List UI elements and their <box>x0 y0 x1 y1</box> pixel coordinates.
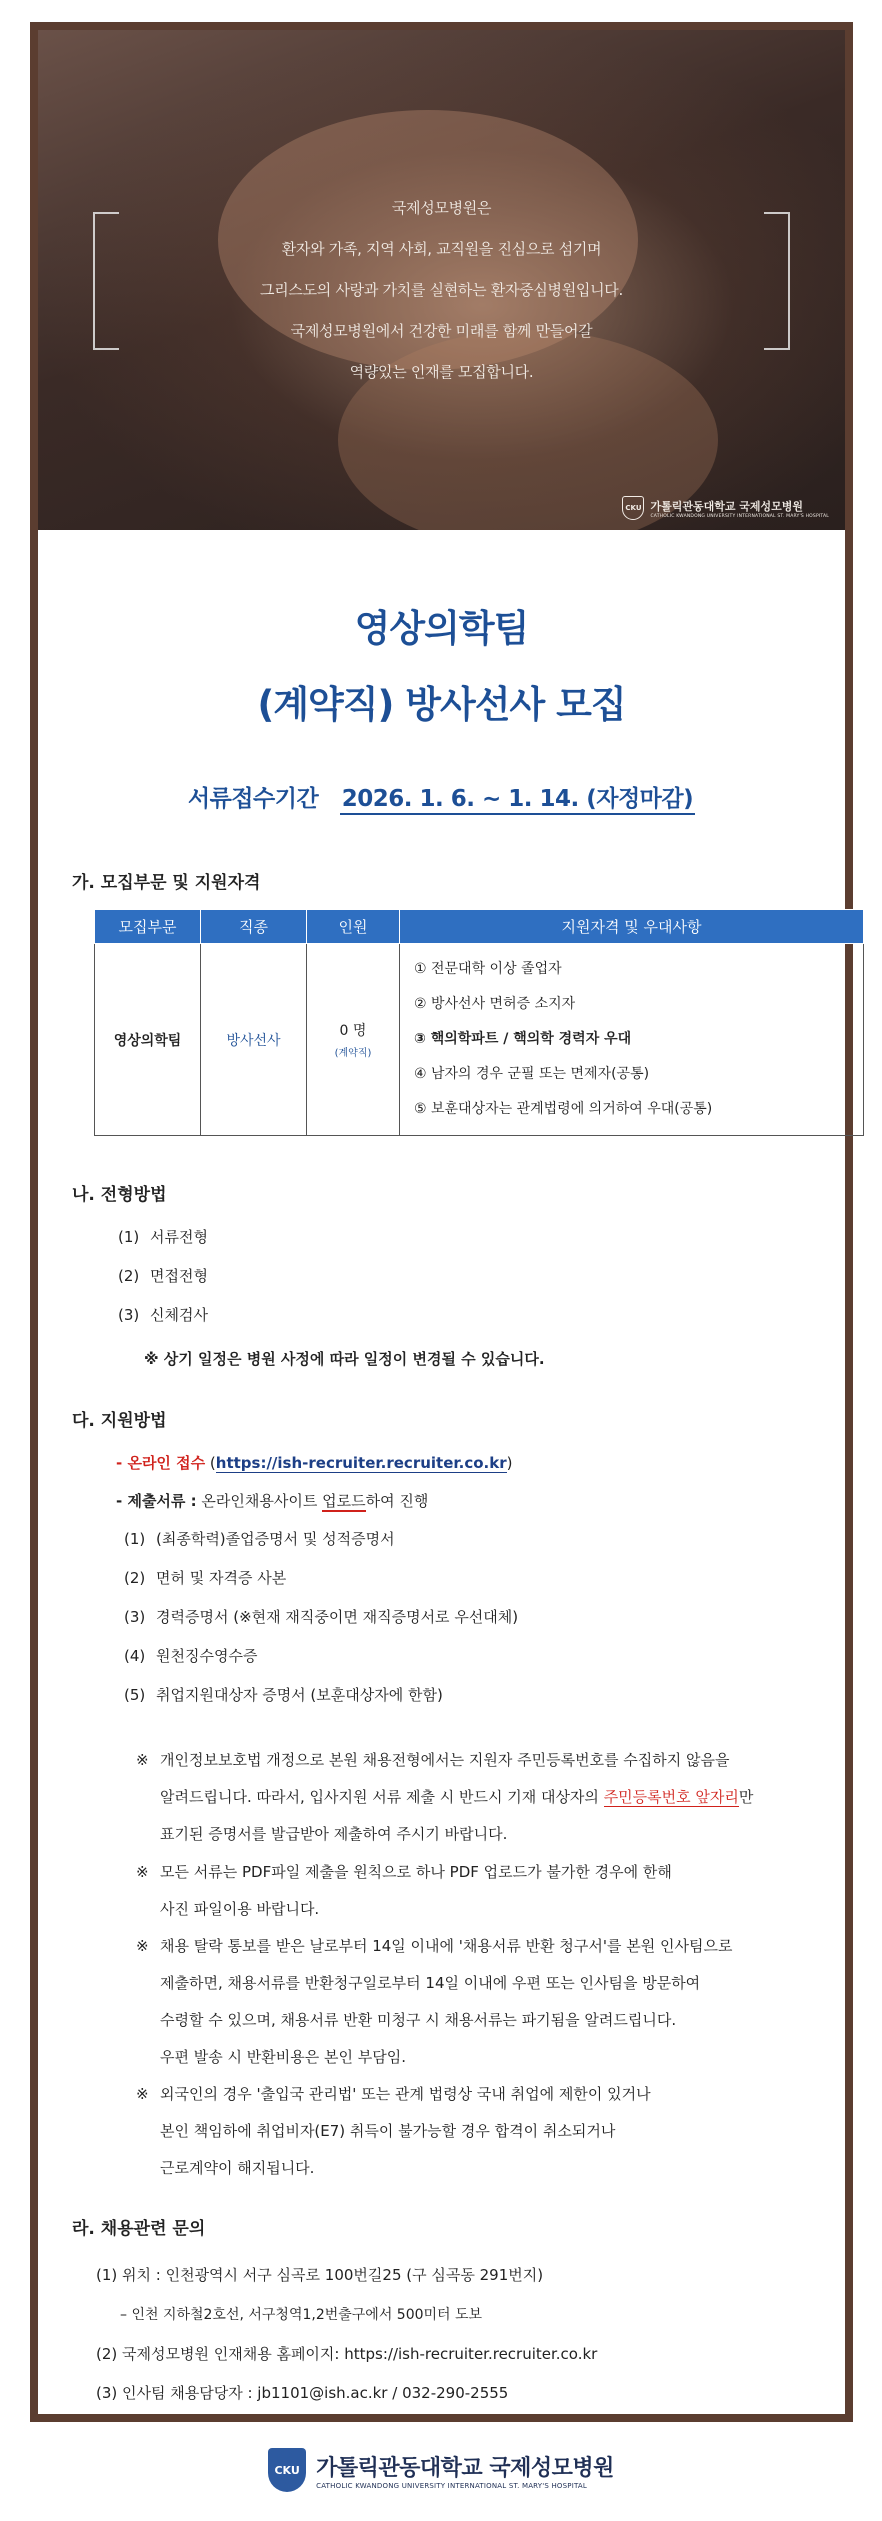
step-text: 서류전형 <box>150 1228 208 1246</box>
hero-logo <box>622 496 829 520</box>
contact-location: (1) 위치 : 인천광역시 서구 심곡로 100번길25 (구 심곡동 291번지) <box>96 2266 544 2284</box>
documents-text-end: 하여 진행 <box>365 1492 429 1510</box>
recruitment-table <box>94 909 864 1136</box>
online-apply-label: - 온라인 접수 <box>116 1454 206 1472</box>
recruit-site-link[interactable]: https://ish-recruiter.recruiter.co.kr <box>215 1454 507 1472</box>
contact-directions: – 인천 지하철2호선, 서구청역1,2번출구에서 500미터 도보 <box>120 2307 483 2323</box>
doc-number: (3) <box>124 1608 146 1626</box>
hero-logo-name: 가톨릭관동대학교 국제성모병원 <box>650 499 804 513</box>
hero-line: 역량있는 인재를 모집합니다. <box>349 363 534 381</box>
poster-frame <box>30 22 853 2422</box>
note-text: 제출하면, 채용서류를 반환청구일로부터 14일 이내에 우편 또는 인사팀을 방문하여 <box>160 1974 701 1992</box>
note-text: 우편 발송 시 반환비용은 본인 부담임. <box>160 2048 406 2066</box>
doc-number: (5) <box>124 1686 146 1704</box>
note-text: 만 <box>738 1788 754 1806</box>
process-step <box>118 1265 208 1286</box>
note-mark: ※ <box>136 1751 149 1769</box>
hospital-shield-icon: CKU <box>268 2448 306 2492</box>
note-text: 모든 서류는 PDF파일 제출을 원칙으로 하나 PDF 업로드가 불가한 경우에 한해 <box>160 1863 672 1881</box>
page-title-position: (계약직) 방사선사 모집 <box>257 683 626 726</box>
qualification-item: ④ 남자의 경우 군필 또는 면제자(공통) <box>414 1066 650 1082</box>
headcount: 0 명 <box>339 1023 367 1039</box>
section-heading-recruitment: 가. 모집부문 및 지원자격 <box>72 873 261 893</box>
table-row <box>95 944 864 1136</box>
document-item <box>124 1606 518 1627</box>
note-text: 외국인의 경우 '출입국 관리법' 또는 관계 법령상 국내 취업에 제한이 있거나 <box>160 2085 651 2103</box>
note-text: 사진 파일이용 바랍니다. <box>160 1900 320 1918</box>
upload-text: 업로드 <box>322 1492 366 1510</box>
note-text: 본인 책임하에 취업비자(E7) 취득이 불가능할 경우 합격이 취소되거나 <box>160 2122 616 2140</box>
step-number: (3) <box>118 1306 140 1324</box>
process-step <box>118 1226 208 1247</box>
documents-line <box>116 1490 428 1511</box>
document-item <box>124 1528 395 1549</box>
doc-text: 경력증명서 (※현재 재직중이면 재직증명서로 우선대체) <box>156 1608 519 1626</box>
documents-label: - 제출서류 : <box>116 1492 197 1510</box>
documents-text: 온라인채용사이트 <box>196 1492 323 1510</box>
hospital-shield-icon: CKU <box>622 496 644 520</box>
table-cell-count <box>307 944 400 1136</box>
note-text: 수령할 수 있으며, 채용서류 반환 미청구 시 채용서류는 파기됨을 알려드립니다. <box>160 2011 677 2029</box>
headcount-note: (계약직) <box>334 1048 372 1059</box>
online-apply-line: - 온라인 접수 (https://ish-recruiter.recruiter.co.kr) <box>116 1454 513 1472</box>
qualification-item: ⑤ 보훈대상자는 관계법령에 의거하여 우대(공통) <box>414 1101 713 1117</box>
pdf-note <box>136 1854 836 1928</box>
qualification-item: ② 방사선사 면허증 소지자 <box>414 996 576 1012</box>
note-text: 표기된 증명서를 발급받아 제출하여 주시기 바랍니다. <box>160 1825 508 1843</box>
schedule-note: ※ 상기 일정은 병원 사정에 따라 일정이 변경될 수 있습니다. <box>144 1350 545 1368</box>
note-mark: ※ <box>136 2085 149 2103</box>
table-header: 직종 <box>201 910 307 944</box>
step-text: 신체검사 <box>150 1306 208 1324</box>
table-header-row <box>95 910 864 944</box>
period-date: 2026. 1. 6. ~ 1. 14. (자정마감) <box>340 786 695 815</box>
contact-homepage[interactable]: (2) 국제성모병원 인재채용 홈페이지: https://ish-recruiter.recruiter.co.kr <box>96 2345 598 2363</box>
qualification-item: ① 전문대학 이상 졸업자 <box>414 961 562 977</box>
foreigner-note <box>136 2076 836 2187</box>
table-cell-job: 방사선사 <box>201 944 307 1136</box>
doc-text: 취업지원대상자 증명서 (보훈대상자에 한함) <box>156 1686 443 1704</box>
doc-text: 원천징수영수증 <box>156 1647 258 1665</box>
footer-hospital-name: 가톨릭관동대학교 국제성모병원 <box>316 2455 614 2481</box>
application-period <box>38 780 845 813</box>
section-heading-process: 나. 전형방법 <box>72 1185 167 1205</box>
section-heading-apply: 다. 지원방법 <box>72 1411 167 1431</box>
process-step <box>118 1304 208 1325</box>
doc-text: 면허 및 자격증 사본 <box>156 1569 287 1587</box>
note-mark: ※ <box>136 1937 149 1955</box>
table-cell-qualifications <box>400 944 864 1136</box>
note-mark: ※ <box>136 1863 149 1881</box>
footer-hospital-sub: CATHOLIC KWANDONG UNIVERSITY INTERNATIONAL ST. MARY'S HOSPITAL <box>316 2481 587 2490</box>
table-header: 모집부문 <box>95 910 201 944</box>
step-number: (2) <box>118 1267 140 1285</box>
step-number: (1) <box>118 1228 140 1246</box>
step-text: 면접전형 <box>150 1267 208 1285</box>
hero-message <box>38 188 845 393</box>
table-header: 지원자격 및 우대사항 <box>400 910 864 944</box>
period-label: 서류접수기간 <box>187 786 319 812</box>
note-text: 알려드립니다. 따라서, 입사지원 서류 제출 시 반드시 기재 대상자의 <box>160 1788 604 1806</box>
table-header: 인원 <box>307 910 400 944</box>
doc-number: (1) <box>124 1530 146 1548</box>
document-item <box>124 1645 257 1666</box>
note-text: 근로계약이 해지됩니다. <box>160 2159 315 2177</box>
hero-logo-sub: CATHOLIC KWANDONG UNIVERSITY INTERNATIONAL ST. MARY'S HOSPITAL <box>650 513 829 519</box>
note-text: 채용 탈락 통보를 받은 날로부터 14일 이내에 '채용서류 반환 청구서'를 본원 인사팀으로 <box>160 1937 733 1955</box>
document-item <box>124 1684 443 1705</box>
hero-line: 국제성모병원은 <box>391 199 492 217</box>
return-note <box>136 1928 836 2076</box>
hero-line: 환자와 가족, 지역 사회, 교직원을 진심으로 섬기며 <box>281 240 602 258</box>
doc-number: (2) <box>124 1569 146 1587</box>
doc-text: (최종학력)졸업증명서 및 성적증명서 <box>156 1530 395 1548</box>
resident-number-highlight: 주민등록번호 앞자리 <box>603 1788 739 1806</box>
doc-number: (4) <box>124 1647 146 1665</box>
document-item <box>124 1567 286 1588</box>
privacy-note <box>136 1742 836 1853</box>
section-heading-contact: 라. 채용관련 문의 <box>72 2219 206 2239</box>
hero-line: 국제성모병원에서 건강한 미래를 함께 만들어갈 <box>290 322 593 340</box>
page-title-team: 영상의학팀 <box>354 607 529 650</box>
table-cell-dept: 영상의학팀 <box>95 944 201 1136</box>
contact-person: (3) 인사팀 채용담당자 : jb1101@ish.ac.kr / 032-290-2555 <box>96 2384 509 2402</box>
note-text: 개인정보보호법 개정으로 본원 채용전형에서는 지원자 주민등록번호를 수집하지 않음을 <box>160 1751 730 1769</box>
hero-line: 그리스도의 사랑과 가치를 실현하는 환자중심병원입니다. <box>260 281 623 299</box>
footer-logo <box>0 2448 882 2492</box>
qualification-item: ③ 핵의학파트 / 핵의학 경력자 우대 <box>414 1031 632 1047</box>
hero-banner <box>38 30 845 530</box>
